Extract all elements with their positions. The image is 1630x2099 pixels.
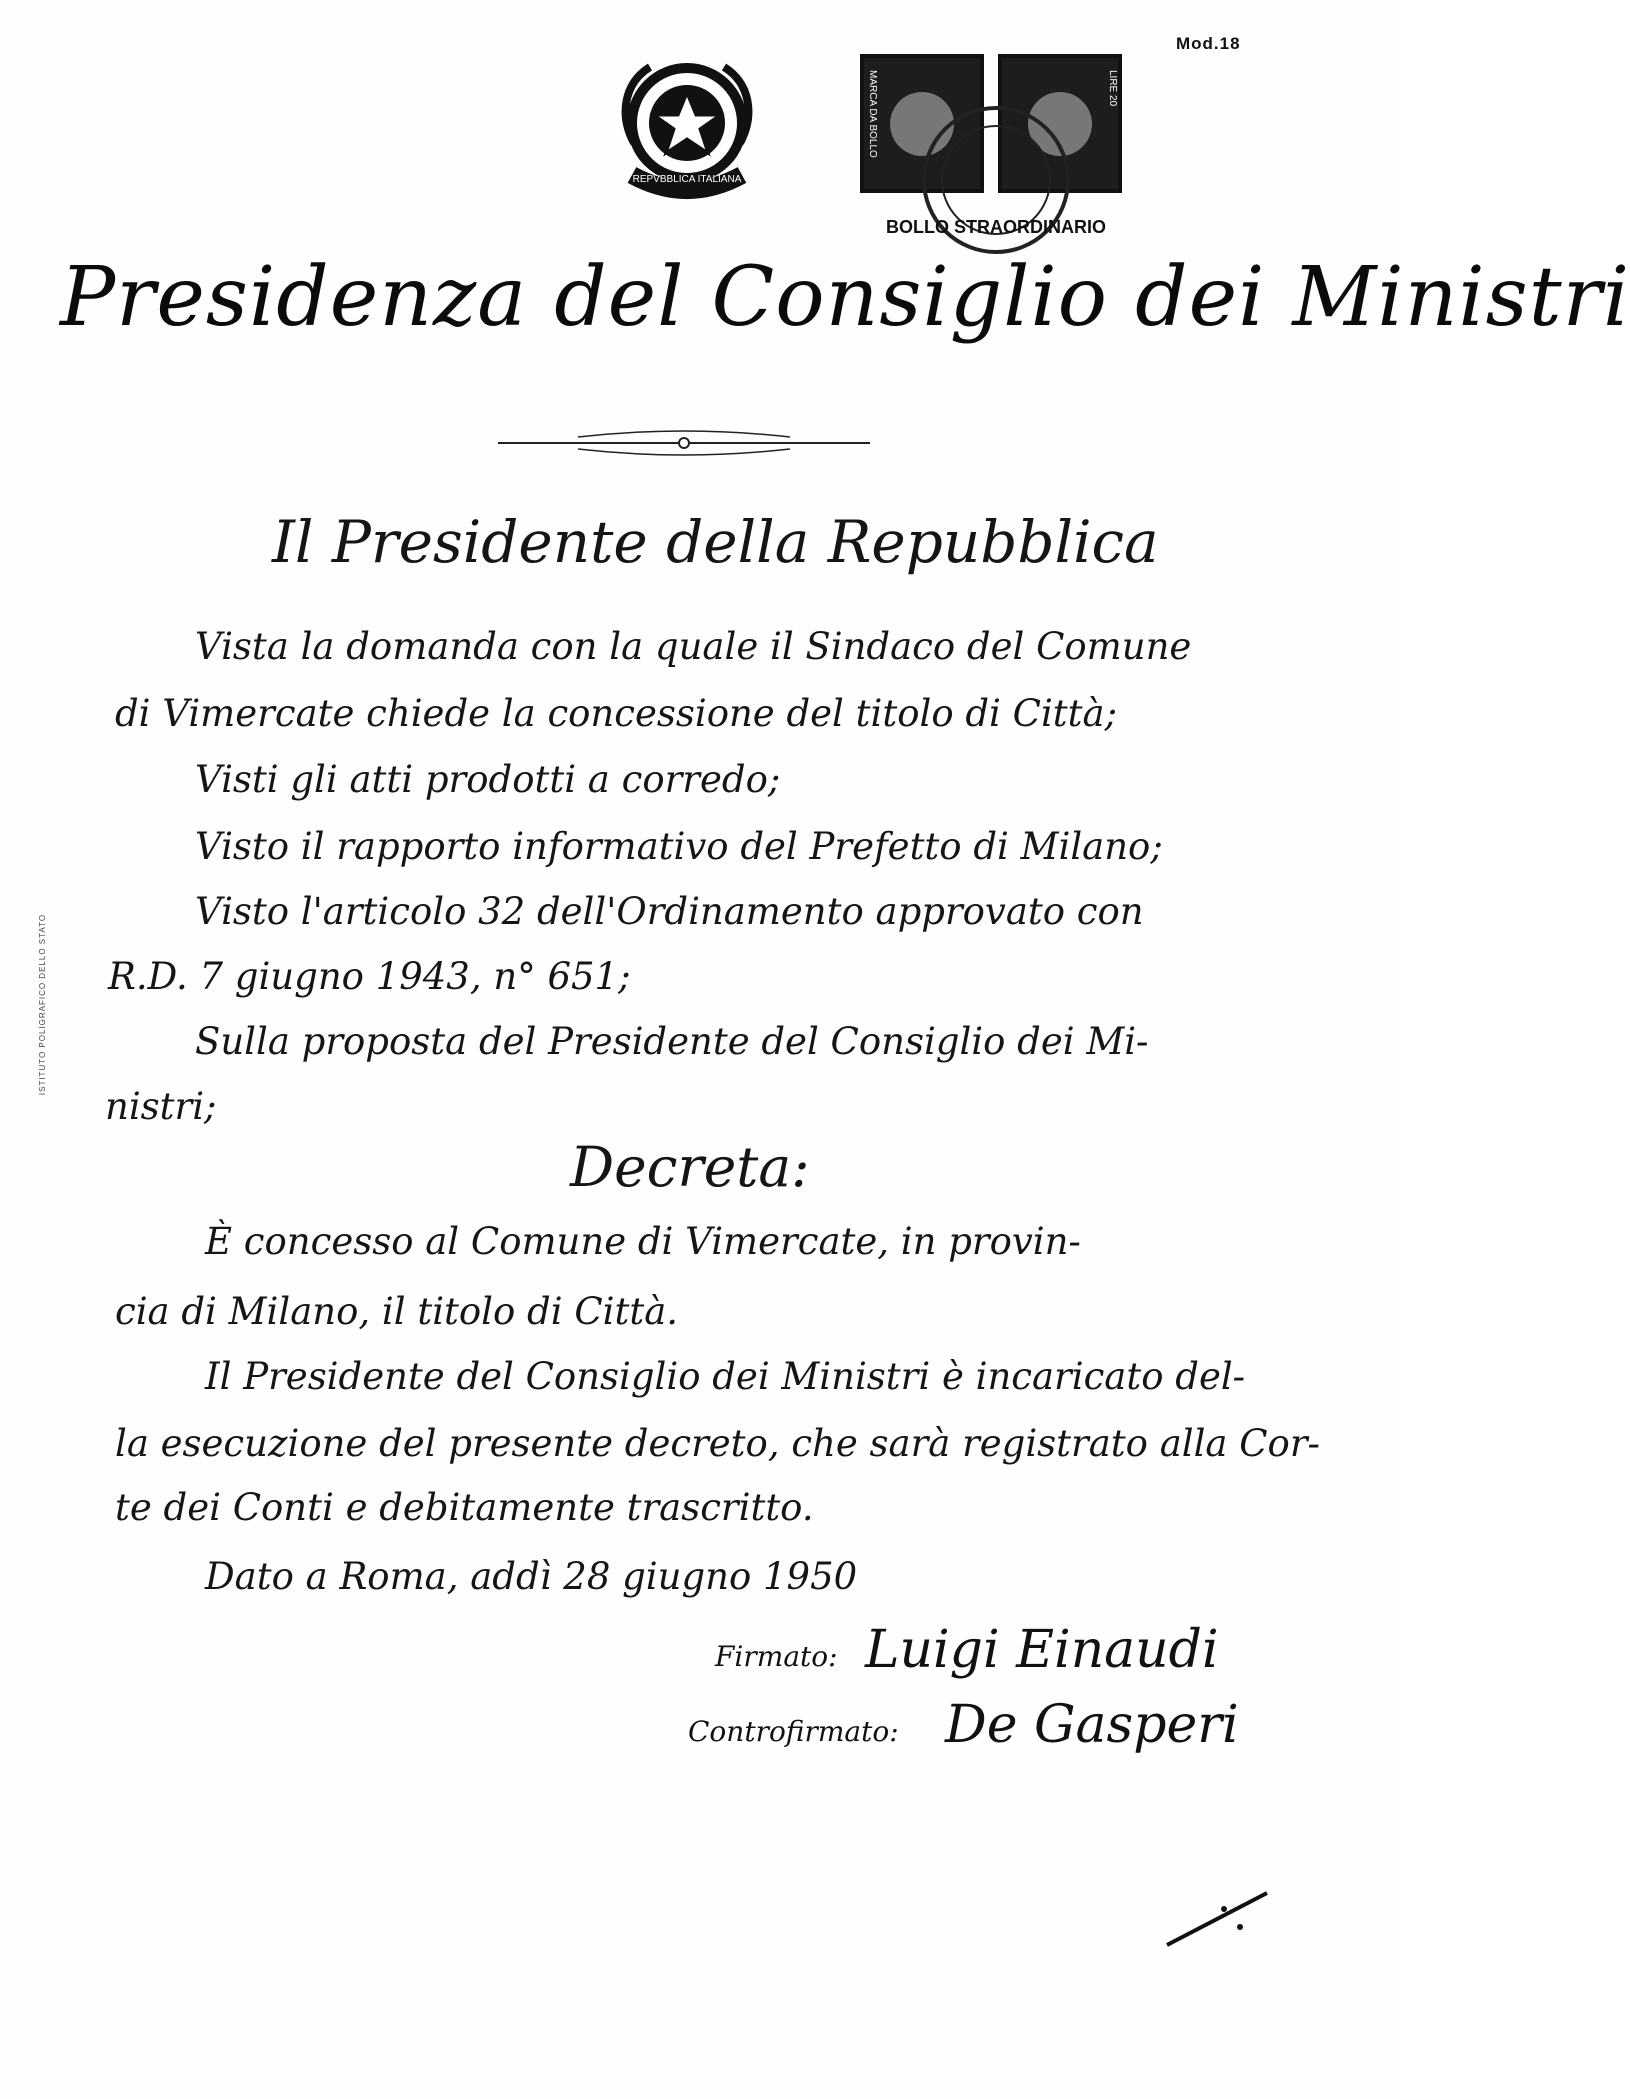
paragraph-line: Visto il rapporto informativo del Prefetto di Milano; xyxy=(195,825,1163,868)
decorative-divider xyxy=(498,425,870,461)
paragraph-line: Visti gli atti prodotti a corredo; xyxy=(195,758,781,801)
paragraph-line: È concesso al Comune di Vimercate, in provin- xyxy=(205,1220,1081,1263)
president-heading: Il Presidente della Repubblica xyxy=(272,508,1159,576)
paragraph-line: Visto l'articolo 32 dell'Ordinamento approvato con xyxy=(195,890,1144,933)
paragraph-line: cia di Milano, il titolo di Città. xyxy=(115,1290,679,1333)
paragraph-line: Vista la domanda con la quale il Sindaco del Comune xyxy=(195,625,1192,668)
revenue-stamps xyxy=(858,52,1128,272)
stamp-left-label: MARCA DA BOLLO xyxy=(867,70,878,158)
paragraph-line: Il Presidente del Consiglio dei Ministri è incaricato del- xyxy=(205,1355,1246,1398)
emblem-text: REPVBBLICA ITALIANA xyxy=(632,174,742,185)
signed-label: Firmato: xyxy=(715,1640,838,1673)
countersigned-name: De Gasperi xyxy=(945,1695,1239,1755)
document-date: Dato a Roma, addì 28 giugno 1950 xyxy=(205,1555,858,1598)
paragraph-line: R.D. 7 giugno 1943, n° 651; xyxy=(108,955,631,998)
stamp-right-label: LIRE 20 xyxy=(1107,70,1118,107)
decree-heading: Decreta: xyxy=(570,1135,810,1199)
paragraph-line: Sulla proposta del Presidente del Consiglio dei Mi- xyxy=(195,1020,1149,1063)
paragraph-line: la esecuzione del presente decreto, che sarà registrato alla Cor- xyxy=(115,1422,1321,1465)
stamp-cancel-text: BOLLO STRAORDINARIO xyxy=(886,217,1106,237)
document-title: Presidenza del Consiglio dei Ministri xyxy=(60,250,1630,345)
countersigned-label: Controfirmato: xyxy=(688,1715,899,1748)
model-label: Mod.18 xyxy=(1176,34,1241,53)
printer-side-note: ISTITUTO POLIGRAFICO DELLO STATO xyxy=(38,913,48,1096)
italian-republic-emblem-icon xyxy=(612,45,762,200)
closing-slash-mark xyxy=(1162,1885,1272,1955)
signed-name: Luigi Einaudi xyxy=(865,1620,1219,1680)
paragraph-line: di Vimercate chiede la concessione del titolo di Città; xyxy=(115,692,1118,735)
paragraph-line: nistri; xyxy=(105,1085,217,1128)
paragraph-line: te dei Conti e debitamente trascritto. xyxy=(115,1486,814,1529)
